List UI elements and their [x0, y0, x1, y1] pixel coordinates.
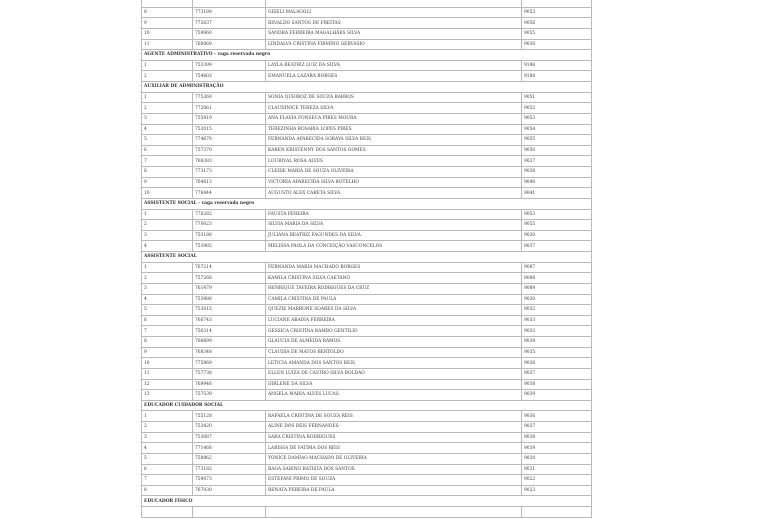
rank-cell: 2	[142, 273, 193, 284]
score-cell: 9040	[522, 177, 592, 188]
score-cell: 9188	[522, 71, 592, 82]
score-cell	[522, 507, 592, 518]
registration-code-cell: 753399	[193, 60, 266, 71]
candidate-name-cell: SONIA QUEIROZ DE SOUZA BARROS	[266, 92, 522, 103]
registration-code-cell: 769946	[193, 379, 266, 390]
registration-code-cell: 766699	[193, 337, 266, 348]
score-cell: 9055	[522, 28, 592, 39]
score-cell: 9036	[522, 358, 592, 369]
table-row	[142, 220, 592, 231]
candidate-name-cell: LUCIANE ABADIA FERREIRA	[266, 315, 522, 326]
candidate-name-cell: RENATA PEREIRA DE PAULA	[266, 485, 522, 496]
registration-code-cell: 764613	[193, 177, 266, 188]
table-row	[142, 337, 592, 348]
results-table	[141, 0, 592, 518]
table-row	[142, 188, 592, 199]
score-cell: 9022	[522, 475, 592, 486]
table-row	[142, 507, 592, 518]
registration-code-cell: 759073	[193, 475, 266, 486]
table-row	[142, 390, 592, 401]
table-row	[142, 18, 592, 29]
rank-cell: 10	[142, 358, 193, 369]
registration-code-cell: 753015	[193, 305, 266, 316]
candidate-name-cell: YONICE DAMIAO MACHADO DE OLIVEIRA	[266, 453, 522, 464]
score-cell: 9035	[522, 347, 592, 358]
candidate-name-cell: CLAUDIA DE MATOS BERTOLDO	[266, 347, 522, 358]
rank-cell: 7	[142, 326, 193, 337]
rank-cell: 2	[142, 103, 193, 114]
section-header	[142, 50, 592, 61]
candidate-name-cell: RAGA SABINO BATISTA DOS SANTOS	[266, 464, 522, 475]
registration-code-cell: 770023	[193, 220, 266, 231]
section-header	[142, 82, 592, 93]
registration-code-cell: 756314	[193, 326, 266, 337]
registration-code-cell: 753420	[193, 422, 266, 433]
table-row	[142, 443, 592, 454]
candidate-name-cell: RAFAELA CRISTINA DE SOUZA REIS	[266, 411, 522, 422]
registration-code-cell: 773182	[193, 464, 266, 475]
candidate-name-cell: VICTORIA APARECIDA SILVA BOTELHO	[266, 177, 522, 188]
score-cell: 9033	[522, 315, 592, 326]
score-cell: 9054	[522, 124, 592, 135]
candidate-name-cell: ANGELA MARIA ALVES LUCAS	[266, 390, 522, 401]
table-row	[142, 358, 592, 369]
candidate-name-cell: ESTEFANI PRIMO DE SOUZA	[266, 475, 522, 486]
rank-cell: 9	[142, 177, 193, 188]
score-cell: 9038	[522, 432, 592, 443]
score-cell: 9036	[522, 411, 592, 422]
registration-code-cell: 757539	[193, 390, 266, 401]
rank-cell: 6	[142, 145, 193, 156]
registration-code-cell: 760069	[193, 39, 266, 50]
section-title: AGENTE ADMINISTRATIVO - vaga reservada negro	[142, 50, 592, 61]
table-row	[142, 485, 592, 496]
candidate-name-cell: ELLEN LUIZA DE CASTRO SILVA BOLDAO	[266, 368, 522, 379]
rank-cell: 3	[142, 432, 193, 443]
candidate-name-cell: KAREN KRISTENNY DOS SANTOS GOMES	[266, 145, 522, 156]
score-cell: 9055	[522, 135, 592, 146]
registration-code-cell: 774678	[193, 135, 266, 146]
score-cell: 9052	[522, 103, 592, 114]
score-cell: 9050	[522, 145, 592, 156]
candidate-name-cell: QUEZIE MARRONE SOARES DA SILVA	[266, 305, 522, 316]
table-row	[142, 432, 592, 443]
score-cell: 9039	[522, 443, 592, 454]
score-cell: 9055	[522, 220, 592, 231]
score-cell	[522, 0, 592, 7]
candidate-name-cell: SILVIA MARIA DA SILVA	[266, 220, 522, 231]
candidate-name-cell: JULIANA BEATRIZ FAGUNDES DA SILVA	[266, 230, 522, 241]
candidate-name-cell: CAMILA CRISTINA DE PAULA	[266, 294, 522, 305]
registration-code-cell: 759960	[193, 28, 266, 39]
rank-cell: 11	[142, 368, 193, 379]
score-cell: 9037	[522, 422, 592, 433]
table-row	[142, 347, 592, 358]
registration-code-cell: 772061	[193, 103, 266, 114]
score-cell: 9030	[522, 294, 592, 305]
score-cell: 9088	[522, 273, 592, 284]
registration-code-cell: 752015	[193, 124, 266, 135]
candidate-name-cell: LOURIVAL ROSA ALVES	[266, 156, 522, 167]
rank-cell: 2	[142, 220, 193, 231]
candidate-name-cell: KAMILA CRISTINA SILVA CAETANO	[266, 273, 522, 284]
score-cell: 9051	[522, 92, 592, 103]
table-row	[142, 453, 592, 464]
rank-cell: 8	[142, 167, 193, 178]
score-cell: 9037	[522, 368, 592, 379]
rank-cell: 1	[142, 92, 193, 103]
section-title: ASSISTENTE SOCIAL - vaga reservada negro	[142, 198, 592, 209]
registration-code-cell: 757370	[193, 145, 266, 156]
rank-cell: 4	[142, 241, 193, 252]
table-row	[142, 167, 592, 178]
score-cell: 9056	[522, 18, 592, 29]
score-cell: 9053	[522, 113, 592, 124]
rank-cell	[142, 507, 193, 518]
candidate-name-cell: CLAUDINICE TEREZA SILVA	[266, 103, 522, 114]
results-document	[141, 0, 589, 518]
registration-code-cell: 753985	[193, 241, 266, 252]
rank-cell: 8	[142, 337, 193, 348]
table-row	[142, 283, 592, 294]
table-row	[142, 262, 592, 273]
rank-cell: 4	[142, 124, 193, 135]
candidate-name-cell: FAUSTA PEREIRA	[266, 209, 522, 220]
score-cell: 9021	[522, 464, 592, 475]
score-cell: 9053	[522, 7, 592, 18]
rank-cell: 2	[142, 422, 193, 433]
candidate-name-cell: RINALDO SANTOS DE FREITAS	[266, 18, 522, 29]
registration-code-cell: 753988	[193, 294, 266, 305]
section-title: AUXILIAR DE ADMINISTRAÇÃO	[142, 82, 592, 93]
rank-cell: 5	[142, 135, 193, 146]
registration-code-cell: 766743	[193, 315, 266, 326]
table-row	[142, 124, 592, 135]
registration-code-cell: 776444	[193, 188, 266, 199]
table-row	[142, 209, 592, 220]
candidate-name-cell	[266, 507, 522, 518]
candidate-name-cell: LAYLA BEATRIZ LUIZ DA SILVA	[266, 60, 522, 71]
rank-cell: 9	[142, 18, 193, 29]
registration-code-cell: 753087	[193, 432, 266, 443]
candidate-name-cell: GESSICA CRISTINA RAMBO GENTILIO	[266, 326, 522, 337]
registration-code-cell: 757268	[193, 273, 266, 284]
table-row	[142, 422, 592, 433]
table-row	[142, 71, 592, 82]
registration-code-cell: 773189	[193, 7, 266, 18]
table-row	[142, 113, 592, 124]
candidate-name-cell: LARISSA DE FATIMA DOS REIS	[266, 443, 522, 454]
rank-cell: 11	[142, 39, 193, 50]
score-cell: 9023	[522, 485, 592, 496]
registration-code-cell: 767030	[193, 485, 266, 496]
table-row	[142, 475, 592, 486]
candidate-name-cell: SARA CRISTINA RODRIGUES	[266, 432, 522, 443]
table-row	[142, 28, 592, 39]
rank-cell: 7	[142, 156, 193, 167]
candidate-name-cell: GLAUCIA DE ALMEIDA RAMOS	[266, 337, 522, 348]
table-row	[142, 230, 592, 241]
table-row	[142, 145, 592, 156]
registration-code-cell: 771468	[193, 443, 266, 454]
rank-cell: 6	[142, 464, 193, 475]
table-row	[142, 411, 592, 422]
registration-code-cell: 768383	[193, 156, 266, 167]
table-row	[142, 379, 592, 390]
rank-cell: 7	[142, 475, 193, 486]
rank-cell: 13	[142, 390, 193, 401]
registration-code-cell: 775969	[193, 358, 266, 369]
score-cell: 9030	[522, 39, 592, 50]
table-row	[142, 103, 592, 114]
table-row	[142, 294, 592, 305]
rank-cell: 3	[142, 113, 193, 124]
table-row	[142, 273, 592, 284]
registration-code-cell	[193, 0, 266, 7]
candidate-name-cell: AUGUSTO ALEX CARETA SILVA	[266, 188, 522, 199]
score-cell: 9037	[522, 241, 592, 252]
candidate-name-cell: SANDRA FERREIRA MAGALHÃES SILVA	[266, 28, 522, 39]
candidate-name-cell: GISELI MALAGOLI	[266, 7, 522, 18]
rank-cell: 3	[142, 230, 193, 241]
score-cell: 9038	[522, 379, 592, 390]
results-table-body	[142, 0, 592, 517]
candidate-name-cell: HENRIQUE TAVEIRA RODRIGUES DA CRUZ	[266, 283, 522, 294]
registration-code-cell: 767214	[193, 262, 266, 273]
candidate-name-cell: LETICIA AMANDA DOS SANTOS REIS	[266, 358, 522, 369]
rank-cell: 1	[142, 209, 193, 220]
section-header	[142, 400, 592, 411]
table-row	[142, 0, 592, 7]
table-row	[142, 177, 592, 188]
rank-cell: 6	[142, 315, 193, 326]
table-row	[142, 315, 592, 326]
registration-code-cell: 755919	[193, 113, 266, 124]
score-cell: 9186	[522, 60, 592, 71]
score-cell: 9038	[522, 167, 592, 178]
rank-cell: 5	[142, 305, 193, 316]
candidate-name-cell: MELISSA PAOLA DA CONCEIÇÃO VASCONCELOS	[266, 241, 522, 252]
rank-cell: 1	[142, 262, 193, 273]
registration-code-cell: 773173	[193, 167, 266, 178]
registration-code-cell: 772637	[193, 18, 266, 29]
score-cell: 9032	[522, 305, 592, 316]
section-title: ASSISTENTE SOCIAL	[142, 252, 592, 263]
score-cell: 9037	[522, 156, 592, 167]
rank-cell: 2	[142, 71, 193, 82]
candidate-name-cell: DIRLENE DA SILVA	[266, 379, 522, 390]
rank-cell: 12	[142, 379, 193, 390]
candidate-name-cell: LINDALVA CRISTINA FIRMINO GERVASIO	[266, 39, 522, 50]
table-row	[142, 156, 592, 167]
score-cell: 9020	[522, 453, 592, 464]
rank-cell: 5	[142, 453, 193, 464]
table-row	[142, 464, 592, 475]
score-cell: 9039	[522, 390, 592, 401]
score-cell: 9053	[522, 209, 592, 220]
table-row	[142, 60, 592, 71]
registration-code-cell: 757738	[193, 368, 266, 379]
candidate-name-cell: ANA FLAVIA FONSECA PIRES MOURA	[266, 113, 522, 124]
table-row	[142, 7, 592, 18]
registration-code-cell: 755128	[193, 411, 266, 422]
registration-code-cell: 768348	[193, 347, 266, 358]
registration-code-cell: 776282	[193, 209, 266, 220]
section-header	[142, 252, 592, 263]
rank-cell: 8	[142, 7, 193, 18]
section-header	[142, 198, 592, 209]
registration-code-cell	[193, 507, 266, 518]
score-cell: 9034	[522, 337, 592, 348]
rank-cell: 10	[142, 28, 193, 39]
registration-code-cell: 753188	[193, 230, 266, 241]
section-title: EDUCADOR FÍSICO	[142, 496, 592, 507]
score-cell: 9041	[522, 188, 592, 199]
rank-cell: 8	[142, 485, 193, 496]
table-row	[142, 241, 592, 252]
table-row	[142, 135, 592, 146]
table-row	[142, 368, 592, 379]
registration-code-cell: 758862	[193, 453, 266, 464]
table-row	[142, 305, 592, 316]
score-cell: 9030	[522, 230, 592, 241]
section-title: EDUCADOR CUIDADOR SOCIAL	[142, 400, 592, 411]
score-cell: 9033	[522, 326, 592, 337]
registration-code-cell: 775369	[193, 92, 266, 103]
rank-cell: 4	[142, 443, 193, 454]
rank-cell: 4	[142, 294, 193, 305]
rank-cell: 1	[142, 411, 193, 422]
candidate-name-cell: FERNANDA APARECIDA SORAYA SILVA REIS	[266, 135, 522, 146]
rank-cell: 9	[142, 347, 193, 358]
candidate-name-cell: TEREZINHA ROSARIA LOPES PIRES	[266, 124, 522, 135]
candidate-name-cell: ALINE DOS REIS FERNANDES	[266, 422, 522, 433]
section-header	[142, 496, 592, 507]
candidate-name-cell: FERNANDA MARIA MACHADO BORGES	[266, 262, 522, 273]
score-cell: 9087	[522, 262, 592, 273]
candidate-name-cell	[266, 0, 522, 7]
registration-code-cell: 761479	[193, 283, 266, 294]
rank-cell: 10	[142, 188, 193, 199]
table-row	[142, 39, 592, 50]
table-row	[142, 326, 592, 337]
registration-code-cell: 754603	[193, 71, 266, 82]
candidate-name-cell: CLEIDE MARIA DE SOUZA OLIVEIRA	[266, 167, 522, 178]
rank-cell: 1	[142, 60, 193, 71]
candidate-name-cell: EMANUELA LAZARA BORGES	[266, 71, 522, 82]
rank-cell: 3	[142, 283, 193, 294]
score-cell: 9089	[522, 283, 592, 294]
rank-cell	[142, 0, 193, 7]
table-row	[142, 92, 592, 103]
